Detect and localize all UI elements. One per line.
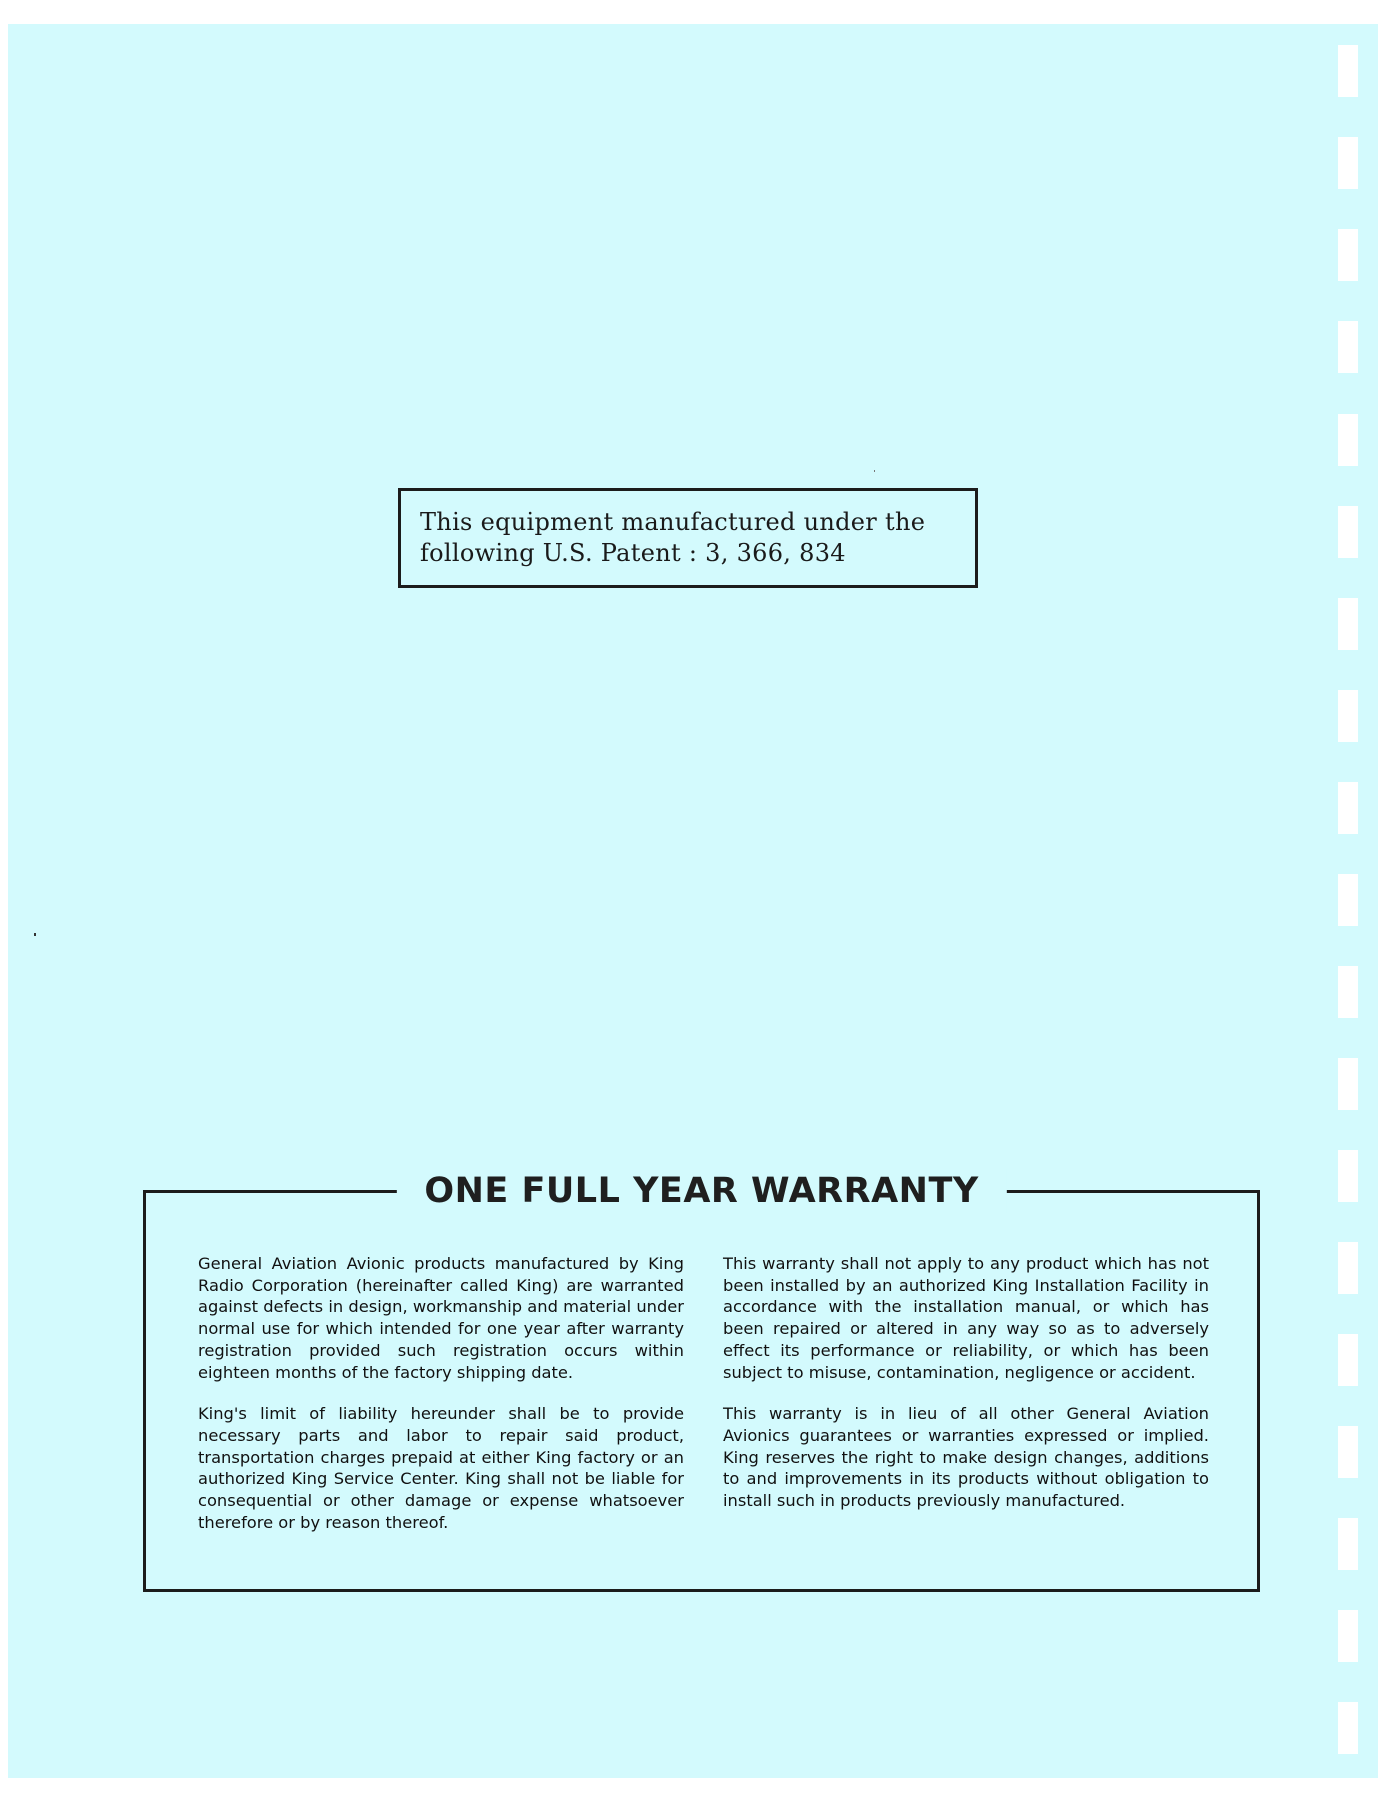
binding-hole: [1338, 1334, 1358, 1386]
binding-hole: [1338, 598, 1358, 650]
scan-speck: [34, 933, 36, 936]
binding-hole: [1338, 1150, 1358, 1202]
binding-hole: [1338, 690, 1358, 742]
binding-hole: [1338, 966, 1358, 1018]
binding-hole: [1338, 1242, 1358, 1294]
binding-hole: [1338, 414, 1358, 466]
warranty-left-column: [198, 1253, 684, 1553]
binding-hole: [1338, 1518, 1358, 1570]
binding-hole: [1338, 506, 1358, 558]
binding-hole: [1338, 137, 1358, 189]
patent-notice-line-2: following U.S. Patent : 3, 366, 834: [420, 539, 846, 567]
scan-speck: [874, 470, 875, 472]
warranty-right-column: [723, 1253, 1209, 1532]
warranty-title: ONE FULL YEAR WARRANTY: [396, 1169, 1006, 1213]
warranty-box: [143, 1171, 1260, 1592]
warranty-lieu-paragraph: This warranty is in lieu of all other General Aviation Avionics guarantees or warranties expressed or implied. King reserves the right to make design changes, additions to and improvements in its products without obligation to install such in products previously manufactured.: [723, 1404, 1209, 1511]
binding-hole: [1338, 1426, 1358, 1478]
binding-hole: [1338, 782, 1358, 834]
warranty-coverage-paragraph: General Aviation Avionic products manufactured by King Radio Corporation (hereinafter called King) are warranted against defects in design, workmanship and material under normal use for which intended for one year after warranty registration provided such registration occurs within eighteen months of the factory shipping date.: [198, 1254, 684, 1382]
binding-hole: [1338, 1058, 1358, 1110]
binding-hole: [1338, 1702, 1358, 1754]
binding-hole: [1338, 1610, 1358, 1662]
patent-notice-line-1: This equipment manufactured under the: [420, 508, 926, 536]
binding-hole: [1338, 45, 1358, 97]
binding-hole: [1338, 229, 1358, 281]
patent-notice-box: [398, 488, 978, 588]
binding-hole: [1338, 321, 1358, 373]
warranty-liability-paragraph: King's limit of liability hereunder shall be to provide necessary parts and labor to repair said product, transportation charges prepaid at either King factory or an authorized King Service Center. King shall not be liable for consequential or other damage or expense whatsoever therefore or by reason thereof.: [198, 1404, 684, 1532]
warranty-exclusions-paragraph: This warranty shall not apply to any product which has not been installed by an authorized King Installation Facility in accordance with the installation manual, or which has been repaired or altered in any way so as to adversely effect its performance or reliability, or which has been subject to misuse, contamination, negligence or accident.: [723, 1254, 1209, 1382]
binding-hole: [1338, 874, 1358, 926]
